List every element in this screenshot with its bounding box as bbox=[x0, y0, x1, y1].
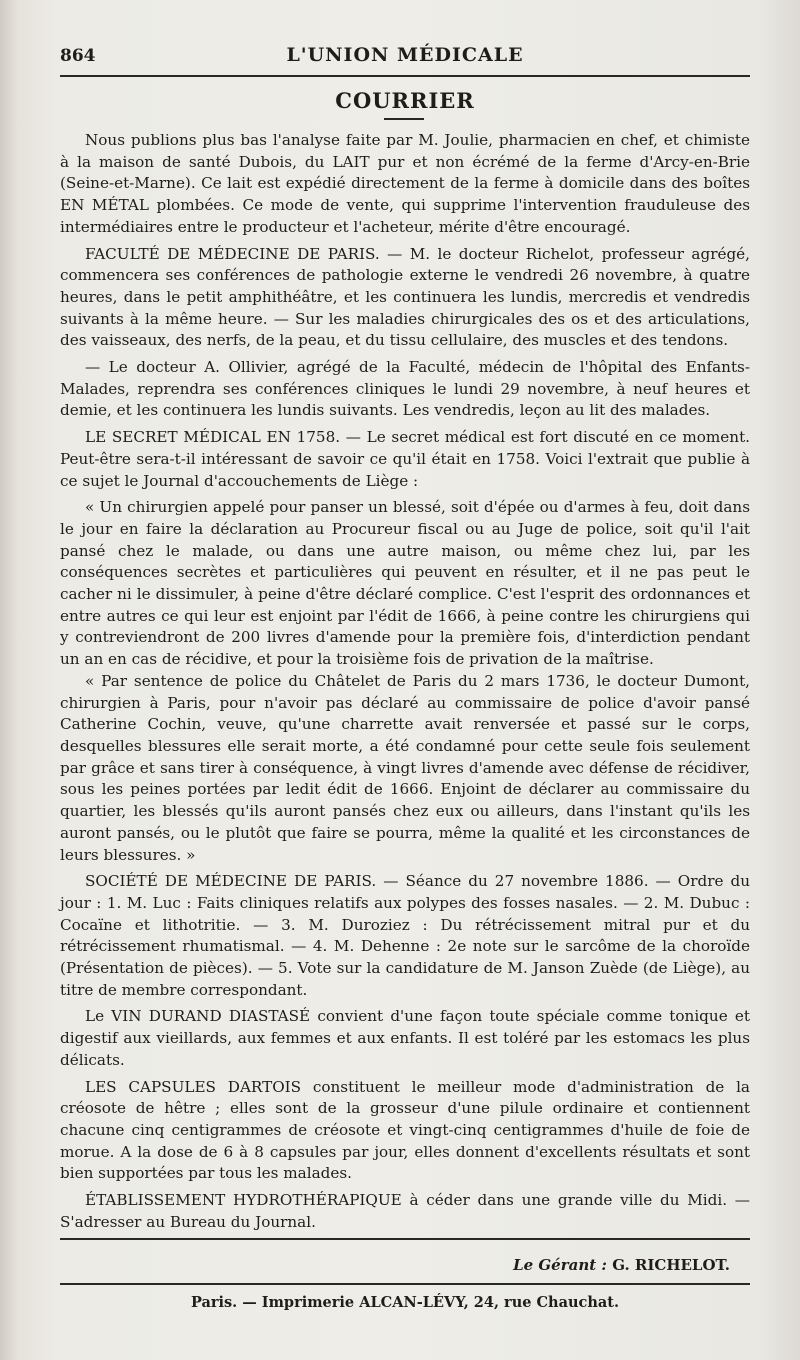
paragraph-vin-durand: Le VIN DURAND DIASTASÉ convient d'une façon toute spéciale comme tonique et digestif aux vieillards, aux femmes et aux enfants. Il est toléré par les estomacs les plus délicats. bbox=[60, 1007, 750, 1069]
paragraph-milk-notice: Nous publions plus bas l'analyse faite par M. Joulie, pharmacien en chef, et chimiste à la maison de santé Dubois, du LAIT pur et non écrémé de la ferme d'Arcy-en-Brie (Seine-et-Marne). Ce lait est expédié directement de la ferme à domicile dans des boîtes EN MÉTAL plombées. Ce mode de vente, qui supprime l'intervention frauduleuse des intermédiaires entre le producteur et l'acheteur, mérite d'être encouragé. bbox=[60, 131, 750, 236]
paragraph-medical-secret: LE SECRET MÉDICAL EN 1758. — Le secret médical est fort discuté en ce moment. Peut-être sera-t-il intéressant de savoir ce qu'il était en 1758. Voici l'extrait que publie à ce sujet le Journal d'accouchements de Liège : bbox=[60, 428, 750, 490]
closing-rule-bottom bbox=[60, 1283, 750, 1285]
closing-rule-top bbox=[60, 1238, 750, 1240]
quotation-paragraph-2: « Par sentence de police du Châtelet de Paris du 2 mars 1736, le docteur Dumont, chirurgien à Paris, pour n'avoir pas déclaré au commissaire de police d'avoir pansé Catherine Cochin, veuve, qu'une charrette avait renversée et passé sur le corps, desquelles blessures elle serait morte, a été condamné pour cette seule fois seulement par grâce et sans tirer à conséquence, à vingt livres d'amende avec défense de récidiver, sous les peines portées par ledit édit de 1666. Enjoint de déclarer au commissaire du quartier, les blessés qu'ils auront pansés chez eux ou ailleurs, dans l'instant qu'ils les auront pansés, ou le plutôt que faire se pourra, même la qualité et les circonstances de leurs blessures. » bbox=[60, 671, 750, 864]
paragraph-society-session: SOCIÉTÉ DE MÉDECINE DE PARIS. — Séance du 27 novembre 1886. — Ordre du jour : 1. M. Luc : Faits cliniques relatifs aux polypes des fosses nasales. — 2. M. Dubuc : Cocaïne et lithotritie. — 3. M. Duroziez : Du rétrécissement mitral pur et du rétrécissement rhumatismal. — 4. M. Dehenne : 2e note sur le sarcôme de la choroïde (Présentation de pièces). — 5. Vote sur la candidature de M. Janson Zuède (de Liège), au titre de membre correspondant. bbox=[60, 872, 750, 999]
page-number: 864 bbox=[60, 46, 96, 66]
printer-imprint: Paris. — Imprimerie ALCAN-LÉVY, 24, rue Chauchat. bbox=[190, 1294, 620, 1311]
section-title: COURRIER bbox=[335, 88, 475, 113]
article-body bbox=[60, 130, 750, 1238]
title-underline bbox=[384, 118, 424, 120]
manager-name: G. RICHELOT. bbox=[612, 1256, 730, 1274]
quotation-block bbox=[60, 497, 750, 866]
paragraph-faculty-richelot: FACULTÉ DE MÉDECINE DE PARIS. — M. le docteur Richelot, professeur agrégé, commencera ses conférences de pathologie externe le vendredi 26 novembre, à quatre heures, dans le petit amphithéâtre, et les continuera les lundis, mercredis et vendredis suivants à la même heure. — Sur les maladies chirurgicales des os et des articulations, des vaisseaux, des nerfs, de la peau, et du tissu cellulaire, des muscles et des tendons. bbox=[60, 244, 750, 350]
page-header bbox=[60, 42, 750, 72]
manager-signature bbox=[513, 1256, 730, 1274]
header-rule bbox=[60, 75, 750, 77]
manager-label: Le Gérant : bbox=[513, 1256, 607, 1274]
running-title: L'UNION MÉDICALE bbox=[286, 44, 524, 66]
quotation-paragraph-1: « Un chirurgien appelé pour panser un blessé, soit d'épée ou d'armes à feu, doit dans le jour en faire la déclaration au Procureur fiscal ou au Juge de police, soit qu'il l'ait pansé chez le malade, ou dans une autre maison, ou même chez lui, par les conséquences secrètes et particulières qui peuvent en résulter, et il ne pas peut le cacher ni le dissimuler, à peine d'être déclaré complice. C'est l'esprit des ordonnances et entre autres ce qui leur est enjoint par l'édit de 1666, à peine contre les chirurgiens qui y contreviendront de 200 livres d'amende pour la première fois, d'interdiction pendant un an en cas de récidive, et pour la troisième fois de privation de la maîtrise. bbox=[60, 498, 750, 669]
paragraph-faculty-ollivier: — Le docteur A. Ollivier, agrégé de la Faculté, médecin de l'hôpital des Enfants-Malades, reprendra ses conférences cliniques le lundi 29 novembre, à neuf heures et demie, et les continuera les lundis suivants. Les vendredis, leçon au lit des malades. bbox=[60, 358, 750, 420]
paragraph-hydrotherapy: ÉTABLISSEMENT HYDROTHÉRAPIQUE à céder dans une grande ville du Midi. — S'adresser au Bureau du Journal. bbox=[60, 1191, 750, 1231]
paragraph-capsules-dartois: LES CAPSULES DARTOIS constituent le meilleur mode d'administration de la créosote de hêtre ; elles sont de la grosseur d'une pilule ordinaire et contiennent chacune cinq centigrammes de créosote et vingt-cinq centigrammes d'huile de foie de morue. A la dose de 6 à 8 capsules par jour, elles donnent d'excellents résultats et sont bien supportées par tous les malades. bbox=[60, 1077, 750, 1183]
